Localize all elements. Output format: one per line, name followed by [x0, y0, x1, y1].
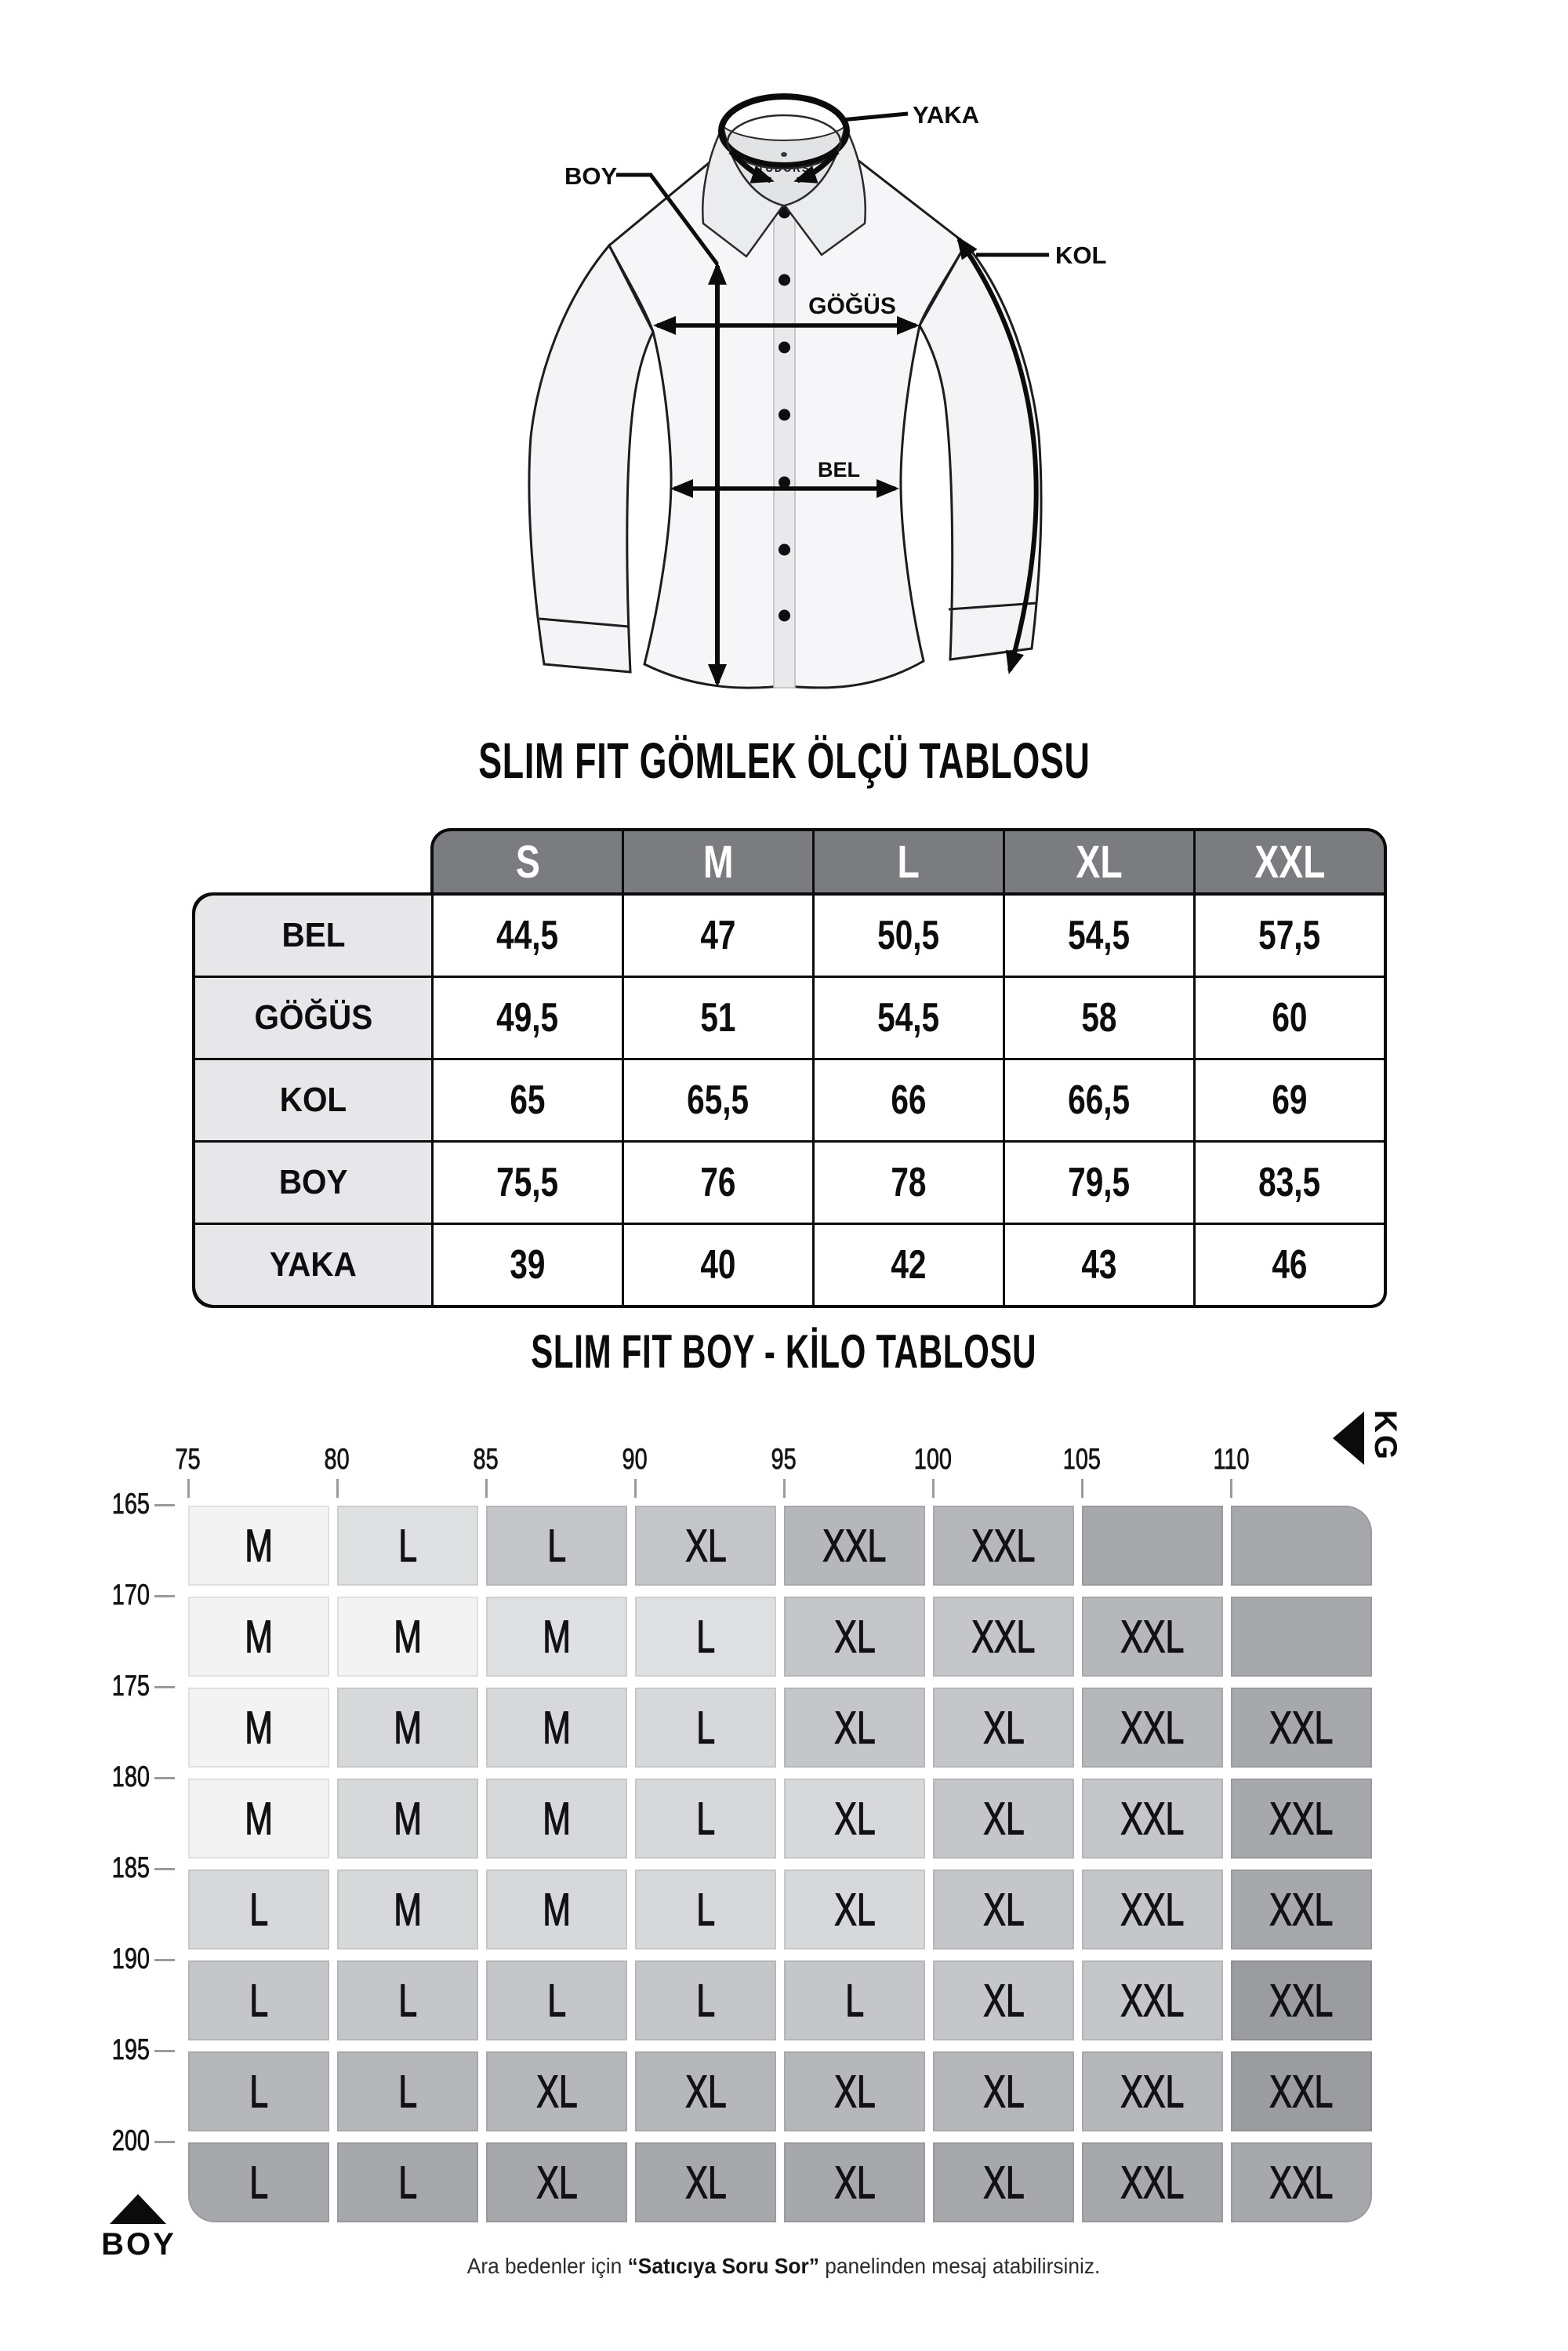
fit-cell-size: L: [398, 2157, 417, 2208]
size-row-header-label: KOL: [279, 1081, 347, 1119]
weight-tick: [932, 1479, 935, 1498]
fit-cell-size: XL: [982, 1793, 1025, 1844]
weight-label-text: 80: [324, 1443, 350, 1475]
fit-cell-L: [188, 1960, 329, 2040]
fit-cell-size: L: [249, 2066, 268, 2117]
weight-tick: [783, 1479, 786, 1498]
size-value: 54,5: [1068, 913, 1131, 958]
fit-cell-size: XL: [833, 1611, 876, 1662]
fit-cell-M: [337, 1688, 478, 1768]
height-tick: [154, 1777, 175, 1779]
height-label-190: [86, 1943, 155, 1975]
fit-cell-size: XL: [833, 1884, 876, 1935]
weight-label-text: 75: [175, 1443, 201, 1475]
kg-axis-label: KG: [1368, 1410, 1403, 1462]
size-value: 58: [1081, 995, 1117, 1041]
fit-cell-size: L: [696, 1884, 715, 1935]
fit-row-180: [188, 1779, 1372, 1859]
fit-cell-size: M: [543, 1884, 571, 1935]
fit-cell-empty: [1082, 1506, 1223, 1586]
fit-cell-L: [486, 1506, 627, 1586]
fit-cell-size: XXL: [1269, 2157, 1334, 2208]
size-value: 66: [891, 1077, 927, 1123]
height-label-text: 175: [112, 1670, 151, 1702]
size-value: 65,5: [687, 1077, 750, 1123]
fit-cell-XXL: [933, 1506, 1074, 1586]
fit-cell-XXL: [1231, 1870, 1372, 1949]
fit-cell-size: XL: [982, 1884, 1025, 1935]
fit-cell-M: [188, 1597, 329, 1677]
size-value: 69: [1272, 1077, 1308, 1123]
weight-label-95: [749, 1444, 819, 1474]
fit-cell-size: L: [845, 1975, 864, 2026]
fit-cell-XXL: [1231, 1688, 1372, 1768]
fit-cell-L: [337, 1960, 478, 2040]
fit-cell-size: XL: [684, 2157, 727, 2208]
fit-cell-XXL: [1082, 1688, 1223, 1768]
fit-cell-size: XL: [684, 1520, 727, 1572]
fit-cell-size: XXL: [822, 1520, 887, 1572]
size-col-header-label: L: [897, 836, 920, 888]
fit-cell-XL: [933, 1870, 1074, 1949]
size-row-header-label: BEL: [281, 916, 345, 954]
height-tick: [154, 1959, 175, 1961]
fit-table-title: SLIM FIT BOY - KİLO TABLOSU: [531, 1325, 1037, 1378]
size-value: 43: [1081, 1242, 1117, 1288]
fit-cell-size: XL: [982, 2157, 1025, 2208]
weight-label-text: 85: [473, 1443, 499, 1475]
height-label-200: [86, 2125, 155, 2157]
fit-cell-L: [635, 1597, 776, 1677]
fit-cell-size: M: [394, 1611, 422, 1662]
fit-cell-size: XXL: [1269, 2066, 1334, 2117]
weight-label-75: [153, 1444, 223, 1474]
height-label-text: 195: [112, 2033, 151, 2066]
weight-tick: [1230, 1479, 1232, 1498]
boy-arrow-icon: [110, 2194, 166, 2224]
size-col-header-label: XXL: [1254, 836, 1326, 888]
size-table-title: SLIM FIT GÖMLEK ÖLÇÜ TABLOSU: [477, 732, 1091, 789]
kol-label: KOL: [1055, 242, 1107, 269]
fit-cell-size: M: [245, 1702, 273, 1753]
size-col-header-label: M: [702, 836, 734, 888]
size-value: 66,5: [1068, 1077, 1131, 1123]
fit-cell-size: L: [249, 1975, 268, 2026]
size-row-header-label: YAKA: [269, 1245, 357, 1284]
size-col-header-label: XL: [1076, 836, 1123, 888]
height-tick: [154, 2050, 175, 2052]
fit-cell-size: L: [547, 1975, 566, 2026]
fit-cell-size: M: [394, 1884, 422, 1935]
fit-cell-size: XXL: [1120, 2157, 1185, 2208]
fit-cell-size: XL: [535, 2157, 578, 2208]
kg-arrow-icon: [1333, 1412, 1364, 1465]
fit-cell-M: [188, 1779, 329, 1859]
fit-cell-XXL: [1082, 1870, 1223, 1949]
fit-cell-size: M: [245, 1793, 273, 1844]
size-value: 78: [891, 1160, 927, 1205]
fit-cell-size: M: [245, 1520, 273, 1572]
height-label-170: [86, 1579, 155, 1611]
fit-cell-L: [635, 1779, 776, 1859]
fit-cell-size: XXL: [1120, 1884, 1185, 1935]
fit-cell-size: M: [394, 1702, 422, 1753]
fit-cell-size: M: [543, 1793, 571, 1844]
fit-cell-M: [337, 1779, 478, 1859]
fit-cell-XL: [635, 1506, 776, 1586]
fit-cell-L: [784, 1960, 925, 2040]
fit-cell-size: XL: [982, 1702, 1025, 1753]
fit-cell-size: XXL: [1120, 1611, 1185, 1662]
fit-cell-size: XXL: [1120, 2066, 1185, 2117]
size-value: 54,5: [877, 995, 940, 1041]
size-value: 50,5: [877, 913, 940, 958]
fit-cell-size: XXL: [1269, 1884, 1334, 1935]
size-value: 46: [1272, 1242, 1308, 1288]
weight-tick: [634, 1479, 637, 1498]
gogus-label: GÖĞÜS: [808, 293, 896, 319]
fit-cell-M: [337, 1597, 478, 1677]
fit-cell-XXL: [1231, 2051, 1372, 2131]
weight-label-text: 105: [1062, 1443, 1102, 1475]
fit-cell-XXL: [933, 1597, 1074, 1677]
fit-cell-size: M: [543, 1611, 571, 1662]
footer-note: [0, 2254, 1568, 2279]
fit-cell-size: L: [696, 1702, 715, 1753]
fit-cell-size: L: [249, 1884, 268, 1935]
size-value: 42: [891, 1242, 927, 1288]
fit-cell-XL: [784, 1688, 925, 1768]
fit-cell-size: XL: [833, 1793, 876, 1844]
fit-cell-size: XXL: [1269, 1793, 1334, 1844]
height-label-text: 200: [112, 2124, 151, 2157]
weight-label-text: 110: [1212, 1443, 1250, 1475]
fit-cell-L: [188, 2051, 329, 2131]
height-tick: [154, 1595, 175, 1597]
fit-cell-XXL: [1082, 2051, 1223, 2131]
height-tick: [154, 1868, 175, 1870]
fit-cell-size: M: [543, 1702, 571, 1753]
fit-cell-size: XL: [982, 1975, 1025, 2026]
fit-cell-size: M: [245, 1611, 273, 1662]
height-tick: [154, 1504, 175, 1506]
fit-cell-L: [337, 2142, 478, 2222]
fit-cell-M: [337, 1870, 478, 1949]
size-value: 49,5: [496, 995, 559, 1041]
weight-label-105: [1047, 1444, 1117, 1474]
fit-cell-XXL: [784, 1506, 925, 1586]
fit-cell-L: [337, 1506, 478, 1586]
fit-cell-size: XL: [833, 2066, 876, 2117]
fit-cell-XL: [635, 2142, 776, 2222]
size-value: 47: [700, 913, 736, 958]
fit-cell-XXL: [1082, 2142, 1223, 2222]
fit-cell-size: L: [696, 1975, 715, 2026]
fit-cell-XL: [784, 1597, 925, 1677]
size-value: 57,5: [1258, 913, 1321, 958]
height-label-175: [86, 1670, 155, 1702]
weight-label-100: [898, 1444, 968, 1474]
fit-cell-size: L: [249, 2157, 268, 2208]
fit-cell-M: [188, 1506, 329, 1586]
fit-cell-size: XL: [833, 2157, 876, 2208]
fit-cell-XXL: [1231, 1960, 1372, 2040]
fit-cell-XXL: [1231, 1779, 1372, 1859]
height-label-text: 170: [112, 1579, 151, 1611]
weight-label-text: 100: [913, 1443, 953, 1475]
height-label-text: 165: [112, 1488, 151, 1520]
fit-cell-XXL: [1082, 1779, 1223, 1859]
boy-axis-label: BOY: [101, 2227, 176, 2262]
fit-cell-M: [486, 1870, 627, 1949]
fit-row-175: [188, 1688, 1372, 1768]
bel-label: BEL: [818, 458, 860, 481]
fit-cell-XL: [933, 1779, 1074, 1859]
size-col-header-label: S: [515, 836, 540, 888]
weight-tick: [1081, 1479, 1083, 1498]
fit-cell-M: [486, 1597, 627, 1677]
fit-cell-L: [188, 2142, 329, 2222]
fit-cell-XXL: [1082, 1597, 1223, 1677]
weight-label-110: [1196, 1444, 1266, 1474]
height-label-180: [86, 1761, 155, 1793]
size-value: 51: [700, 995, 736, 1041]
fit-cell-XL: [784, 2051, 925, 2131]
fit-cell-size: XL: [535, 2066, 578, 2117]
size-value: 44,5: [496, 913, 559, 958]
weight-tick: [336, 1479, 339, 1498]
fit-cell-size: XXL: [1269, 1702, 1334, 1753]
weight-label-text: 90: [622, 1443, 648, 1475]
fit-cell-XL: [635, 2051, 776, 2131]
fit-row-195: [188, 2051, 1372, 2131]
fit-cell-size: XXL: [1120, 1975, 1185, 2026]
fit-cell-XL: [784, 1779, 925, 1859]
height-tick: [154, 1686, 175, 1688]
fit-cell-size: XL: [982, 2066, 1025, 2117]
fit-cell-L: [635, 1688, 776, 1768]
fit-cell-size: XXL: [1120, 1702, 1185, 1753]
size-value: 79,5: [1068, 1160, 1131, 1205]
size-row-header-label: BOY: [278, 1163, 348, 1201]
fit-cell-size: XXL: [971, 1611, 1036, 1662]
height-label-195: [86, 2034, 155, 2066]
fit-cell-XL: [933, 2142, 1074, 2222]
height-label-text: 180: [112, 1761, 151, 1793]
fit-cell-size: XXL: [1120, 1793, 1185, 1844]
fit-cell-XL: [933, 1688, 1074, 1768]
fit-row-200: [188, 2142, 1372, 2222]
fit-cell-size: L: [696, 1793, 715, 1844]
weight-label-text: 95: [771, 1443, 797, 1475]
weight-tick: [485, 1479, 488, 1498]
fit-cell-size: L: [398, 1975, 417, 2026]
size-value: 83,5: [1258, 1160, 1321, 1205]
fit-cell-M: [188, 1688, 329, 1768]
weight-tick: [187, 1479, 190, 1498]
fit-row-165: [188, 1506, 1372, 1586]
footer-prefix: Ara bedenler için: [467, 2254, 629, 2278]
size-value: 60: [1272, 995, 1308, 1041]
fit-cell-size: XL: [833, 1702, 876, 1753]
fit-cell-L: [337, 2051, 478, 2131]
fit-cell-M: [486, 1779, 627, 1859]
size-value: 40: [700, 1242, 736, 1288]
size-value: 76: [700, 1160, 736, 1205]
weight-label-90: [600, 1444, 670, 1474]
fit-cell-XXL: [1082, 1960, 1223, 2040]
fit-cell-size: M: [394, 1793, 422, 1844]
fit-cell-empty: [1231, 1506, 1372, 1586]
fit-cell-size: XL: [684, 2066, 727, 2117]
fit-row-185: [188, 1870, 1372, 1949]
size-row-header-label: GÖĞÜS: [254, 998, 372, 1037]
fit-cell-size: L: [398, 2066, 417, 2117]
fit-cell-size: XXL: [971, 1520, 1036, 1572]
boy-label: BOY: [564, 162, 618, 190]
height-label-165: [86, 1488, 155, 1520]
height-label-text: 190: [112, 1942, 151, 1975]
fit-cell-L: [635, 1870, 776, 1949]
fit-cell-L: [486, 1960, 627, 2040]
size-value: 65: [510, 1077, 546, 1123]
height-tick: [154, 2141, 175, 2143]
fit-cell-XL: [486, 2142, 627, 2222]
fit-cell-XL: [486, 2051, 627, 2131]
fit-cell-L: [188, 1870, 329, 1949]
fit-cell-XL: [784, 2142, 925, 2222]
fit-cell-size: XXL: [1269, 1975, 1334, 2026]
fit-cell-size: L: [696, 1611, 715, 1662]
fit-cell-XL: [933, 1960, 1074, 2040]
fit-cell-L: [635, 1960, 776, 2040]
fit-row-190: [188, 1960, 1372, 2040]
fit-row-170: [188, 1597, 1372, 1677]
fit-cell-XL: [933, 2051, 1074, 2131]
height-label-text: 185: [112, 1851, 151, 1884]
brand-label: TUDORS: [757, 162, 811, 174]
fit-cell-size: L: [398, 1520, 417, 1572]
fit-cell-XXL: [1231, 2142, 1372, 2222]
footer-suffix: panelinden mesaj atabilirsiniz.: [819, 2254, 1101, 2278]
fit-cell-XL: [784, 1870, 925, 1949]
size-value: 75,5: [496, 1160, 559, 1205]
weight-label-85: [451, 1444, 521, 1474]
height-label-185: [86, 1852, 155, 1884]
yaka-label: YAKA: [913, 101, 979, 129]
weight-label-80: [302, 1444, 372, 1474]
fit-cell-size: L: [547, 1520, 566, 1572]
footer-bold: “Satıcıya Soru Sor”: [628, 2254, 820, 2278]
size-value: 39: [510, 1242, 546, 1288]
fit-cell-M: [486, 1688, 627, 1768]
fit-cell-empty: [1231, 1597, 1372, 1677]
